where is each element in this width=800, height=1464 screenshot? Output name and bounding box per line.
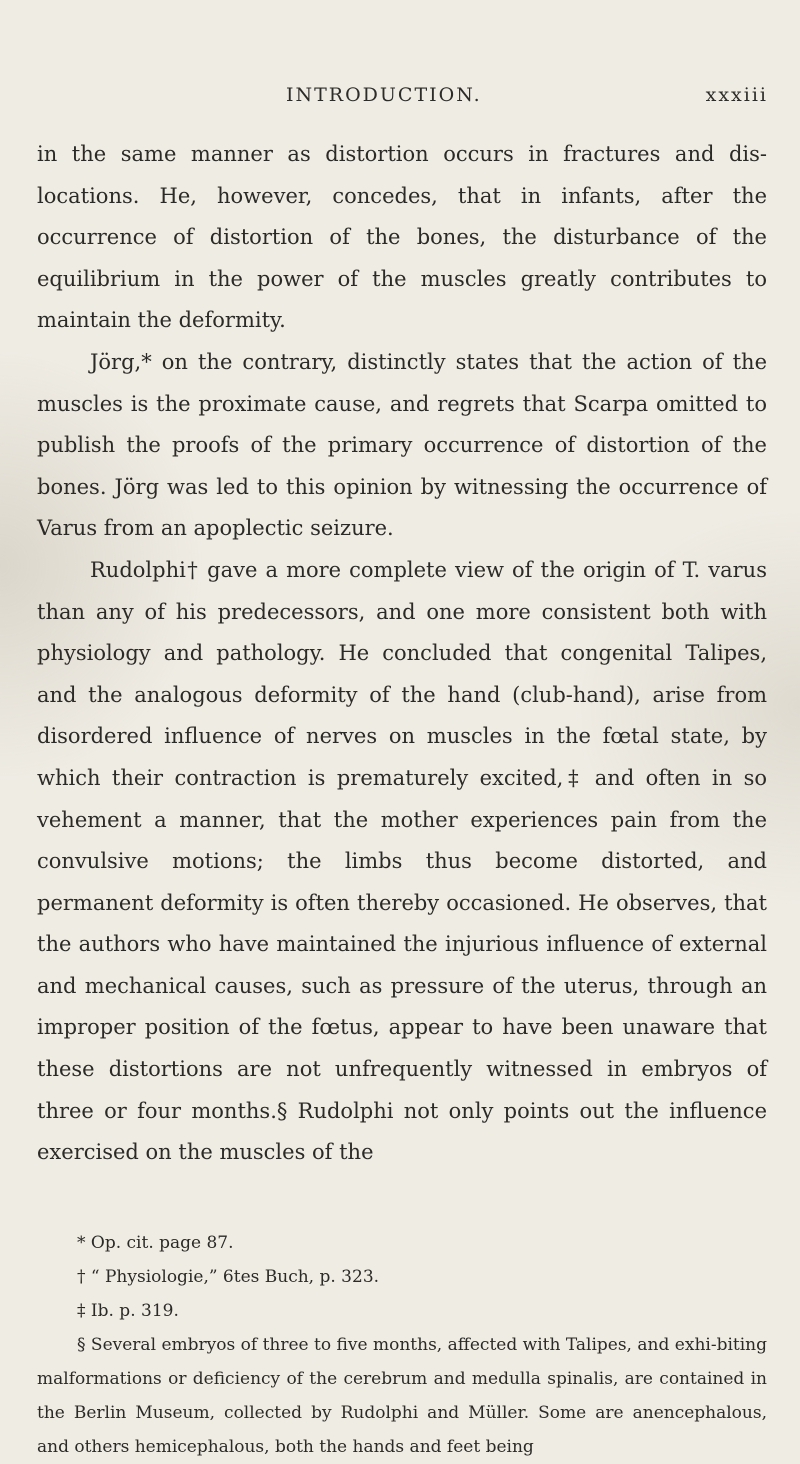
main-text	[37, 134, 767, 1174]
running-head	[286, 84, 796, 110]
footnote-section: § Several embryos of three to five months, affected with Talipes, and exhi-biting malformations or deficiency of the cerebrum and medulla spinalis, are contained in the Berlin Museum, collected by Rudolphi and Müller. Some are anencephalous, and others hemicephalous, both the hands and feet being	[37, 1335, 767, 1457]
running-title: INTRODUCTION.	[286, 84, 482, 106]
footnote-double-dagger: ‡ Ib. p. 319.	[77, 1301, 179, 1321]
paragraph-continuation: in the same manner as distortion occurs in fractures and dis-locations. He, however, concedes, that in infants, after the occurrence of distortion of the bones, the disturbance of the equilibrium in the power of the muscles greatly contributes to maintain the deformity.	[37, 142, 767, 333]
footnote-asterisk: * Op. cit. page 87.	[77, 1233, 234, 1253]
footnotes	[37, 1226, 767, 1464]
footnote-dagger: † “ Physiologie,” 6tes Buch, p. 323.	[77, 1267, 380, 1287]
page-number: xxxiii	[705, 84, 768, 106]
paragraph-jorg: Jörg,* on the contrary, distinctly states that the action of the muscles is the proximate cause, and regrets that Scarpa omitted to publish the proofs of the primary occurrence of distortion of the bones. Jörg was led to this opinion by witnessing the occurrence of Varus from an apoplectic seizure.	[37, 349, 767, 541]
paragraph-rudolphi: Rudolphi† gave a more complete view of the origin of T. varus than any of his predecessors, and one more consistent both with physiology and pathology. He concluded that congenital Talipes, and the analogous deformity of the hand (club-hand), arise from disordered influence of nerves on muscles in the fœtal state, by which their contraction is prematurely excited,‡ and often in so vehement a manner, that the mother experiences pain from the convulsive motions; the limbs thus become distorted, and permanent deformity is often thereby occasioned. He observes, that the authors who have maintained the injurious influence of external and mechanical causes, such as pressure of the uterus, through an improper position of the fœtus, appear to have been unaware that these distortions are not unfrequently witnessed in embryos of three or four months.§ Rudolphi not only points out the influence exercised on the muscles of the	[37, 557, 767, 1165]
